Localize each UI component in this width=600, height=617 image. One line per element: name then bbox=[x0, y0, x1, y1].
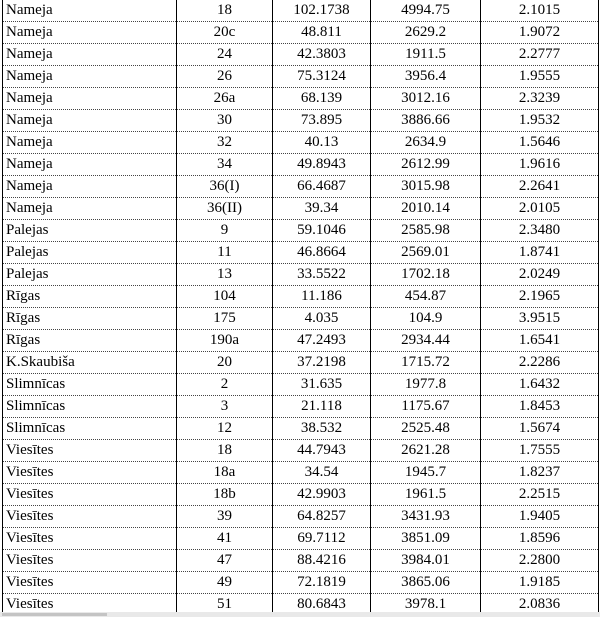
area-cell[interactable]: 49.8943 bbox=[273, 154, 371, 176]
street-cell[interactable]: Palejas bbox=[3, 242, 177, 264]
house-number-cell[interactable]: 9 bbox=[177, 220, 273, 242]
street-cell[interactable]: Rīgas bbox=[3, 308, 177, 330]
table-row bbox=[3, 572, 599, 594]
street-cell[interactable]: Nameja bbox=[3, 154, 177, 176]
street-cell[interactable]: K.Skaubiša bbox=[3, 352, 177, 374]
area-cell[interactable]: 80.6843 bbox=[273, 594, 371, 616]
area-cell[interactable]: 11.186 bbox=[273, 286, 371, 308]
table-row bbox=[3, 484, 599, 506]
ratio-cell[interactable]: 3.9515 bbox=[481, 308, 599, 330]
table-row bbox=[3, 22, 599, 44]
ratio-cell[interactable]: 2.0836 bbox=[481, 594, 599, 616]
area-cell[interactable]: 102.1738 bbox=[273, 0, 371, 22]
house-number-cell[interactable]: 26 bbox=[177, 66, 273, 88]
consumption-cell[interactable]: 3015.98 bbox=[371, 176, 481, 198]
house-number-cell[interactable]: 36(II) bbox=[177, 198, 273, 220]
table-row bbox=[3, 110, 599, 132]
house-number-cell[interactable]: 51 bbox=[177, 594, 273, 616]
street-cell[interactable]: Viesītes bbox=[3, 506, 177, 528]
ratio-cell[interactable]: 2.3239 bbox=[481, 88, 599, 110]
table-row bbox=[3, 528, 599, 550]
ratio-cell[interactable]: 1.9616 bbox=[481, 154, 599, 176]
table-row bbox=[3, 352, 599, 374]
area-cell[interactable]: 47.2493 bbox=[273, 330, 371, 352]
table-row bbox=[3, 154, 599, 176]
street-cell[interactable]: Slimnīcas bbox=[3, 418, 177, 440]
house-number-cell[interactable]: 30 bbox=[177, 110, 273, 132]
area-cell[interactable]: 88.4216 bbox=[273, 550, 371, 572]
house-number-cell[interactable]: 13 bbox=[177, 264, 273, 286]
table-row bbox=[3, 550, 599, 572]
ratio-cell[interactable]: 1.6541 bbox=[481, 330, 599, 352]
consumption-cell[interactable]: 3886.66 bbox=[371, 110, 481, 132]
area-cell[interactable]: 46.8664 bbox=[273, 242, 371, 264]
consumption-cell[interactable]: 1702.18 bbox=[371, 264, 481, 286]
area-cell[interactable]: 31.635 bbox=[273, 374, 371, 396]
area-cell[interactable]: 39.34 bbox=[273, 198, 371, 220]
consumption-cell[interactable]: 2934.44 bbox=[371, 330, 481, 352]
area-cell[interactable]: 64.8257 bbox=[273, 506, 371, 528]
house-number-cell[interactable]: 20c bbox=[177, 22, 273, 44]
area-cell[interactable]: 42.3803 bbox=[273, 44, 371, 66]
street-cell[interactable]: Nameja bbox=[3, 0, 177, 22]
street-cell[interactable]: Slimnīcas bbox=[3, 374, 177, 396]
area-cell[interactable]: 34.54 bbox=[273, 462, 371, 484]
consumption-cell[interactable]: 2621.28 bbox=[371, 440, 481, 462]
ratio-cell[interactable]: 1.5646 bbox=[481, 132, 599, 154]
table-row bbox=[3, 418, 599, 440]
house-number-cell[interactable]: 190a bbox=[177, 330, 273, 352]
house-number-cell[interactable]: 32 bbox=[177, 132, 273, 154]
ratio-cell[interactable]: 2.3480 bbox=[481, 220, 599, 242]
consumption-cell[interactable]: 1977.8 bbox=[371, 374, 481, 396]
house-number-cell[interactable]: 104 bbox=[177, 286, 273, 308]
table-row bbox=[3, 88, 599, 110]
ratio-cell[interactable]: 1.9405 bbox=[481, 506, 599, 528]
table-row bbox=[3, 506, 599, 528]
street-cell[interactable]: Nameja bbox=[3, 66, 177, 88]
house-number-cell[interactable]: 2 bbox=[177, 374, 273, 396]
street-cell[interactable]: Viesītes bbox=[3, 462, 177, 484]
consumption-cell[interactable]: 2585.98 bbox=[371, 220, 481, 242]
street-cell[interactable]: Palejas bbox=[3, 220, 177, 242]
table-row bbox=[3, 198, 599, 220]
house-number-cell[interactable]: 26a bbox=[177, 88, 273, 110]
house-number-cell[interactable]: 24 bbox=[177, 44, 273, 66]
house-number-cell[interactable]: 36(I) bbox=[177, 176, 273, 198]
street-cell[interactable]: Viesītes bbox=[3, 572, 177, 594]
ratio-cell[interactable]: 2.2286 bbox=[481, 352, 599, 374]
house-number-cell[interactable]: 41 bbox=[177, 528, 273, 550]
street-cell[interactable]: Viesītes bbox=[3, 528, 177, 550]
house-number-cell[interactable]: 49 bbox=[177, 572, 273, 594]
area-cell[interactable]: 4.035 bbox=[273, 308, 371, 330]
house-number-cell[interactable]: 34 bbox=[177, 154, 273, 176]
house-number-cell[interactable]: 18b bbox=[177, 484, 273, 506]
area-cell[interactable]: 68.139 bbox=[273, 88, 371, 110]
consumption-cell[interactable]: 2634.9 bbox=[371, 132, 481, 154]
table-row bbox=[3, 176, 599, 198]
ratio-cell[interactable]: 2.1965 bbox=[481, 286, 599, 308]
consumption-cell[interactable]: 2629.2 bbox=[371, 22, 481, 44]
table-row bbox=[3, 66, 599, 88]
house-number-cell[interactable]: 18 bbox=[177, 0, 273, 22]
ratio-cell[interactable]: 2.0105 bbox=[481, 198, 599, 220]
area-cell[interactable]: 37.2198 bbox=[273, 352, 371, 374]
area-cell[interactable]: 33.5522 bbox=[273, 264, 371, 286]
consumption-cell[interactable]: 104.9 bbox=[371, 308, 481, 330]
table-row bbox=[3, 330, 599, 352]
consumption-cell[interactable]: 454.87 bbox=[371, 286, 481, 308]
house-number-cell[interactable]: 47 bbox=[177, 550, 273, 572]
street-cell[interactable]: Nameja bbox=[3, 44, 177, 66]
street-cell[interactable]: Viesītes bbox=[3, 594, 177, 616]
table-row bbox=[3, 44, 599, 66]
ratio-cell[interactable]: 2.2800 bbox=[481, 550, 599, 572]
ratio-cell[interactable]: 2.2777 bbox=[481, 44, 599, 66]
horizontal-scrollbar[interactable] bbox=[0, 612, 600, 617]
table-row bbox=[3, 440, 599, 462]
ratio-cell[interactable]: 1.8741 bbox=[481, 242, 599, 264]
consumption-cell[interactable]: 2525.48 bbox=[371, 418, 481, 440]
street-cell[interactable]: Nameja bbox=[3, 88, 177, 110]
ratio-cell[interactable]: 1.8237 bbox=[481, 462, 599, 484]
consumption-cell[interactable]: 1175.67 bbox=[371, 396, 481, 418]
table-body bbox=[3, 0, 599, 616]
street-cell[interactable]: Nameja bbox=[3, 22, 177, 44]
ratio-cell[interactable]: 1.9072 bbox=[481, 22, 599, 44]
street-cell[interactable]: Nameja bbox=[3, 176, 177, 198]
house-number-cell[interactable]: 20 bbox=[177, 352, 273, 374]
ratio-cell[interactable]: 1.6432 bbox=[481, 374, 599, 396]
consumption-cell[interactable]: 3851.09 bbox=[371, 528, 481, 550]
area-cell[interactable]: 48.811 bbox=[273, 22, 371, 44]
ratio-cell[interactable]: 1.8453 bbox=[481, 396, 599, 418]
consumption-cell[interactable]: 4994.75 bbox=[371, 0, 481, 22]
consumption-cell[interactable]: 2010.14 bbox=[371, 198, 481, 220]
street-cell[interactable]: Nameja bbox=[3, 132, 177, 154]
house-number-cell[interactable]: 18a bbox=[177, 462, 273, 484]
street-cell[interactable]: Rīgas bbox=[3, 330, 177, 352]
area-cell[interactable]: 69.7112 bbox=[273, 528, 371, 550]
consumption-cell[interactable]: 2569.01 bbox=[371, 242, 481, 264]
table-row bbox=[3, 242, 599, 264]
street-cell[interactable]: Nameja bbox=[3, 198, 177, 220]
area-cell[interactable]: 75.3124 bbox=[273, 66, 371, 88]
area-cell[interactable]: 44.7943 bbox=[273, 440, 371, 462]
street-cell[interactable]: Viesītes bbox=[3, 440, 177, 462]
ratio-cell[interactable]: 1.8596 bbox=[481, 528, 599, 550]
table-row bbox=[3, 374, 599, 396]
ratio-cell[interactable]: 2.0249 bbox=[481, 264, 599, 286]
table-row bbox=[3, 264, 599, 286]
street-cell[interactable]: Slimnīcas bbox=[3, 396, 177, 418]
area-cell[interactable]: 73.895 bbox=[273, 110, 371, 132]
ratio-cell[interactable]: 2.2515 bbox=[481, 484, 599, 506]
area-cell[interactable]: 72.1819 bbox=[273, 572, 371, 594]
scrollbar-thumb[interactable] bbox=[2, 613, 107, 616]
consumption-cell[interactable]: 3956.4 bbox=[371, 66, 481, 88]
house-number-cell[interactable]: 175 bbox=[177, 308, 273, 330]
data-table bbox=[2, 0, 599, 616]
area-cell[interactable]: 40.13 bbox=[273, 132, 371, 154]
table-row bbox=[3, 308, 599, 330]
area-cell[interactable]: 38.532 bbox=[273, 418, 371, 440]
area-cell[interactable]: 21.118 bbox=[273, 396, 371, 418]
street-cell[interactable]: Palejas bbox=[3, 264, 177, 286]
table-row bbox=[3, 396, 599, 418]
consumption-cell[interactable]: 3978.1 bbox=[371, 594, 481, 616]
consumption-cell[interactable]: 1961.5 bbox=[371, 484, 481, 506]
consumption-cell[interactable]: 1911.5 bbox=[371, 44, 481, 66]
table-row bbox=[3, 286, 599, 308]
street-cell[interactable]: Viesītes bbox=[3, 484, 177, 506]
ratio-cell[interactable]: 1.5674 bbox=[481, 418, 599, 440]
consumption-cell[interactable]: 1945.7 bbox=[371, 462, 481, 484]
ratio-cell[interactable]: 1.9185 bbox=[481, 572, 599, 594]
table-row bbox=[3, 0, 599, 22]
consumption-cell[interactable]: 3984.01 bbox=[371, 550, 481, 572]
consumption-cell[interactable]: 3431.93 bbox=[371, 506, 481, 528]
house-number-cell[interactable]: 12 bbox=[177, 418, 273, 440]
house-number-cell[interactable]: 18 bbox=[177, 440, 273, 462]
house-number-cell[interactable]: 11 bbox=[177, 242, 273, 264]
house-number-cell[interactable]: 3 bbox=[177, 396, 273, 418]
ratio-cell[interactable]: 2.1015 bbox=[481, 0, 599, 22]
table-row bbox=[3, 462, 599, 484]
consumption-cell[interactable]: 3012.16 bbox=[371, 88, 481, 110]
area-cell[interactable]: 66.4687 bbox=[273, 176, 371, 198]
consumption-cell[interactable]: 2612.99 bbox=[371, 154, 481, 176]
street-cell[interactable]: Rīgas bbox=[3, 286, 177, 308]
consumption-cell[interactable]: 3865.06 bbox=[371, 572, 481, 594]
house-number-cell[interactable]: 39 bbox=[177, 506, 273, 528]
table-row bbox=[3, 220, 599, 242]
street-cell[interactable]: Viesītes bbox=[3, 550, 177, 572]
area-cell[interactable]: 59.1046 bbox=[273, 220, 371, 242]
ratio-cell[interactable]: 1.9532 bbox=[481, 110, 599, 132]
table-row bbox=[3, 132, 599, 154]
ratio-cell[interactable]: 1.7555 bbox=[481, 440, 599, 462]
street-cell[interactable]: Nameja bbox=[3, 110, 177, 132]
ratio-cell[interactable]: 2.2641 bbox=[481, 176, 599, 198]
area-cell[interactable]: 42.9903 bbox=[273, 484, 371, 506]
consumption-cell[interactable]: 1715.72 bbox=[371, 352, 481, 374]
ratio-cell[interactable]: 1.9555 bbox=[481, 66, 599, 88]
